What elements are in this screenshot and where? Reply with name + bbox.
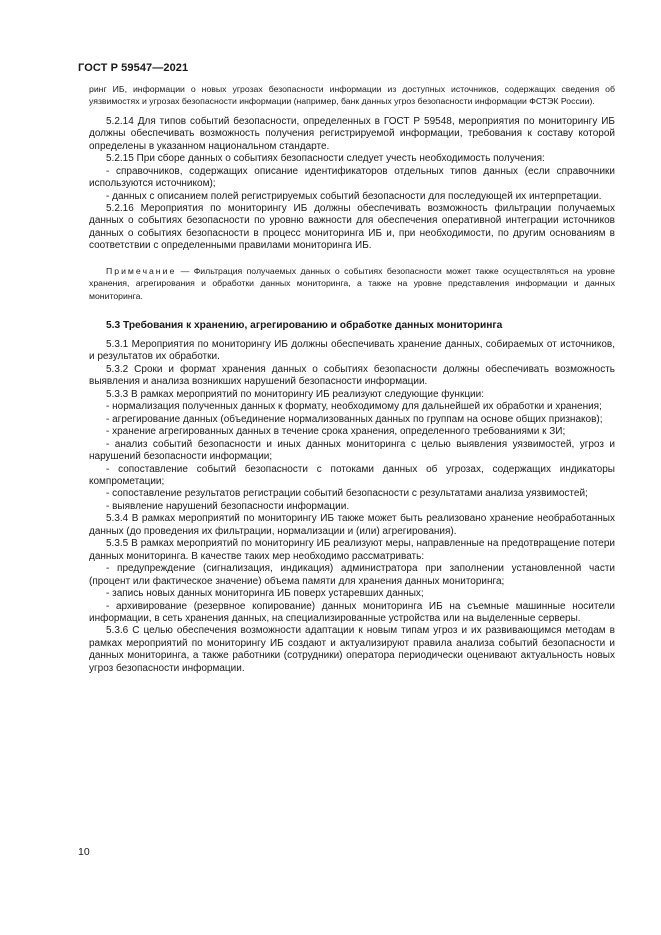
list-item: - агрегирование данных (объединение нормализованных данных по группам на основе общих признаков); — [106, 413, 603, 425]
list-item: - запись новых данных мониторинга ИБ поверх устаревших данных; — [106, 588, 424, 600]
list-item: - справочников, содержащих описание идентификаторов отдельных типов данных (если справочники используются источником); — [89, 165, 615, 190]
page-content — [89, 83, 615, 675]
paragraph-5-3-6: 5.3.6 С целью обеспечения возможности адаптации к новым типам угроз и их развивающимся методам в рамках мероприятий по мониторингу ИБ создают и актуализируют правила анализа событий безопасности и данных мониторинга, а также работники (сотрудники) оператора периодически оценивают актуальность новых угроз безопасности информации. — [89, 625, 615, 674]
list-item: - нормализация полученных данных к формату, необходимому для дальнейшей их обработки и хранения; — [106, 401, 602, 413]
intro-paragraph: ринг ИБ, информации о новых угрозах безопасности информации из доступных источников, содержащих сведения об уязвимостях и угрозах безопасности информации (например, банк данных угроз безопасности информации ФСТЭК России). — [89, 84, 615, 107]
note-label: Примечание — [106, 265, 177, 276]
list-item: - сопоставление результатов регистрации событий безопасности с результатами анализа уязвимостей; — [106, 488, 588, 500]
list-item: - предупреждение (сигнализация, индикация) администратора при заполнении установленной части (процент или фактическое значение) объема памяти для хранения данных мониторинга; — [89, 563, 615, 587]
list-item: - данных с описанием полей регистрируемых событий безопасности для последующей их интерпретации. — [106, 190, 602, 202]
note-text: — Фильтрация получаемых данных о событиях безопасности может также осуществляться на уровне хранения, агрегирования и обработки данных мониторинга, а также на уровне представления информации и данных мониторинга. — [89, 265, 615, 301]
paragraph-5-2-14: 5.2.14 Для типов событий безопасности, определенных в ГОСТ Р 59548, мероприятия по мониторингу ИБ должны обеспечивать возможность получения регистрируемой информации, требования к составу которой определены в указанном национальном стандарте. — [89, 115, 615, 152]
note-paragraph — [89, 265, 615, 302]
paragraph-5-2-15: 5.2.15 При сборе данных о событиях безопасности следует учесть необходимость получения: — [106, 153, 545, 165]
list-item: - сопоставление событий безопасности с потоками данных об угрозах, содержащих индикаторы компрометации; — [89, 463, 615, 487]
list-item: - выявление нарушений безопасности информации. — [106, 500, 350, 512]
list-item: - архивирование (резервное копирование) данных мониторинга ИБ на съемные машинные носители информации, в сеть хранения данных, на специализированные устройства или на выделенные серверы. — [89, 600, 615, 624]
page-number: 10 — [78, 846, 90, 858]
paragraph-5-3-1: 5.3.1 Мероприятия по мониторингу ИБ должны обеспечивать хранение данных, собираемых от источников, и результатов их обработки. — [89, 339, 615, 363]
paragraph-5-3-3: 5.3.3 В рамках мероприятий по мониторингу ИБ реализуют следующие функции: — [106, 388, 484, 400]
paragraph-5-3-4: 5.3.4 В рамках мероприятий по мониторингу ИБ также может быть реализовано хранение необработанных данных (до проведения их фильтрации, нормализации и (или) агрегирования). — [89, 513, 615, 537]
list-item: - хранение агрегированных данных в течение срока хранения, определенного требованиями к ЗИ; — [106, 426, 566, 438]
standard-header: ГОСТ Р 59547—2021 — [78, 62, 189, 74]
paragraph-5-2-16: 5.2.16 Мероприятия по мониторингу ИБ должны обеспечивать возможность фильтрации получаемых данных о событиях безопасности по уровню важности для обеспечения оперативной интеграции источников данных о событиях безопасности в процесс мониторинга ИБ и, при необходимости, по другим основаниям в соответствии с определенными правилами мониторинга ИБ. — [89, 202, 615, 252]
list-item: - анализ событий безопасности и иных данных мониторинга с целью выявления уязвимостей, угроз и нарушений безопасности информации; — [89, 438, 615, 463]
paragraph-5-3-2: 5.3.2 Сроки и формат хранения данных о событиях безопасности должны обеспечивать возможность выявления и анализа возникших нарушений безопасности информации. — [89, 363, 615, 388]
section-heading: 5.3 Требования к хранению, агрегированию и обработке данных мониторинга — [106, 320, 503, 332]
paragraph-5-3-5: 5.3.5 В рамках мероприятий по мониторингу ИБ реализуют меры, направленные на предотвращение потери данных мониторинга. В качестве таких мер необходимо рассматривать: — [89, 538, 615, 562]
